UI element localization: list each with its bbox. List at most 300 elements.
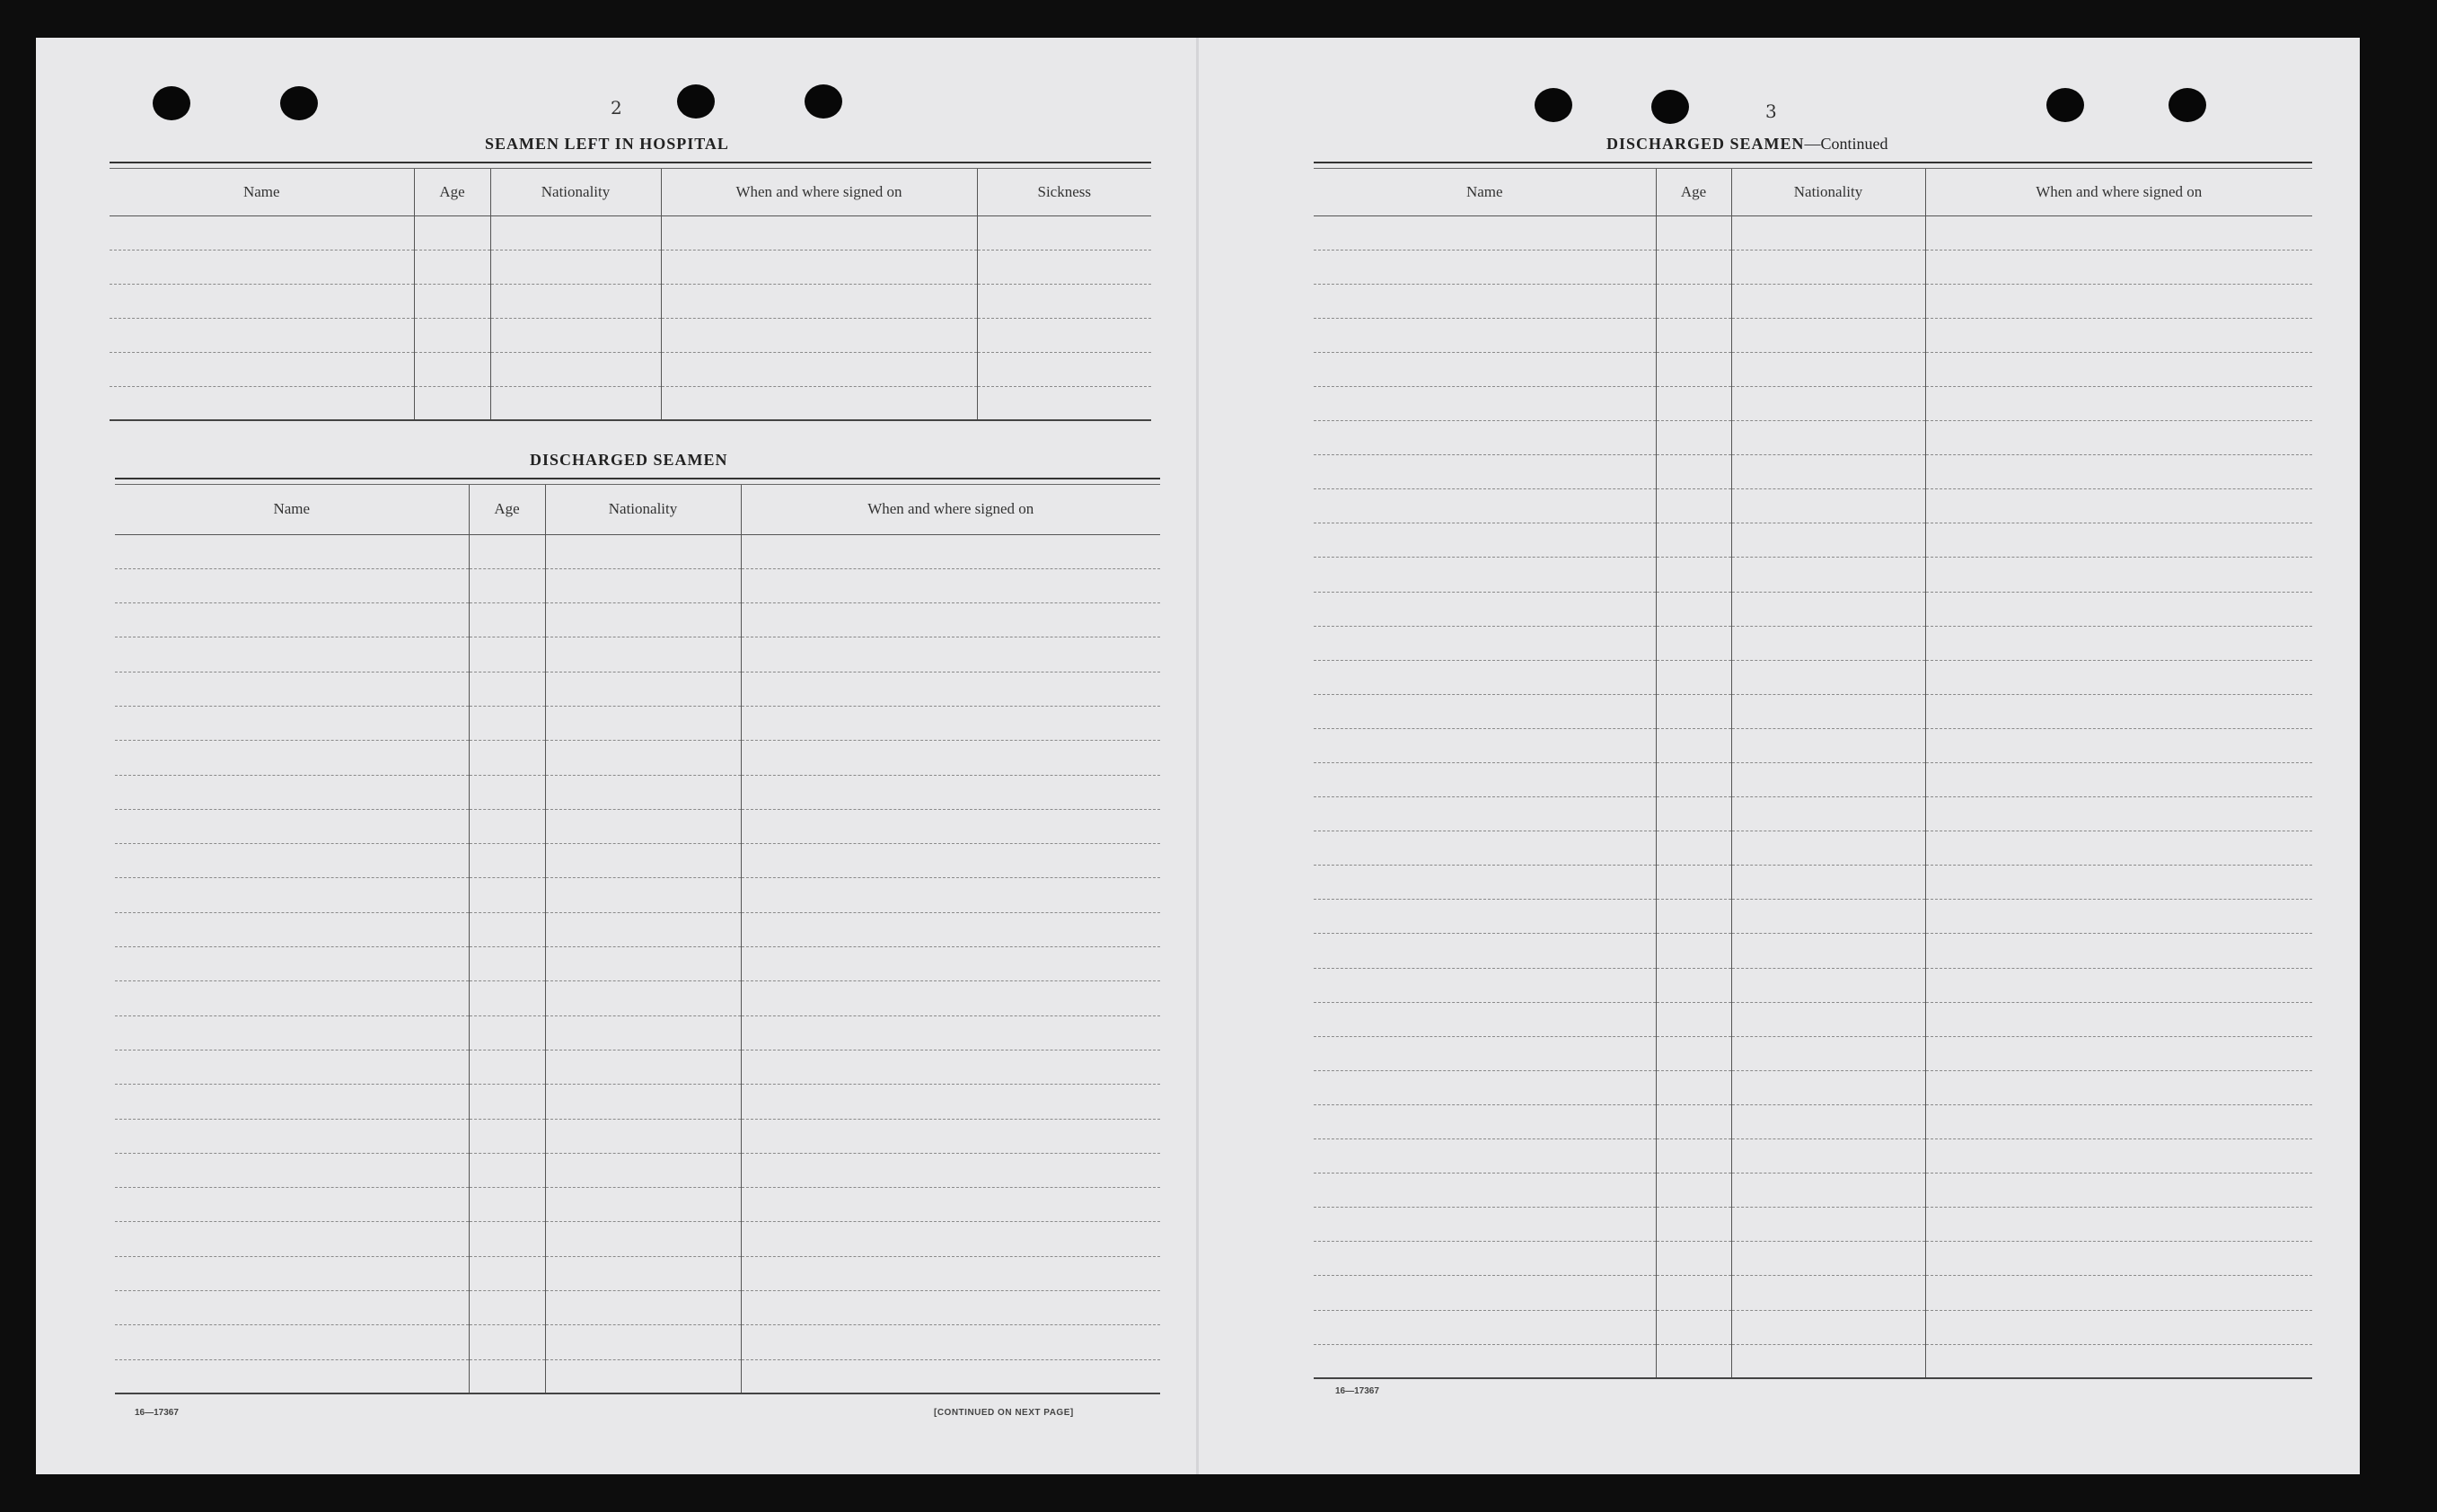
blank-cell [1731, 1070, 1925, 1104]
blank-cell [661, 215, 977, 250]
table-row [1314, 797, 2312, 831]
blank-cell [414, 250, 490, 284]
table-row [1314, 386, 2312, 420]
table-row [1314, 763, 2312, 797]
blank-cell [1731, 763, 1925, 797]
blank-cell [1925, 626, 2312, 660]
table-row [115, 1325, 1160, 1359]
blank-cell [977, 215, 1151, 250]
blank-cell [1314, 352, 1656, 386]
blank-cell [661, 352, 977, 386]
blank-cell [545, 1119, 741, 1153]
blank-cell [741, 1119, 1160, 1153]
blank-cell [741, 1085, 1160, 1119]
table-row [115, 637, 1160, 672]
blank-cell [1731, 215, 1925, 250]
blank-cell [1656, 523, 1731, 558]
blank-cell [545, 1325, 741, 1359]
blank-cell [545, 775, 741, 809]
blank-cell [661, 386, 977, 420]
table-row [1314, 1104, 2312, 1138]
blank-cell [1925, 592, 2312, 626]
blank-cell [1314, 1242, 1656, 1276]
blank-cell [115, 1325, 469, 1359]
blank-cell [115, 1188, 469, 1222]
blank-cell [1656, 660, 1731, 694]
blank-cell [469, 775, 545, 809]
blank-cell [1731, 250, 1925, 284]
blank-cell [1731, 1174, 1925, 1208]
table-row [115, 741, 1160, 775]
blank-cell [1656, 250, 1731, 284]
table-row [1314, 1174, 2312, 1208]
table-row [1314, 1070, 2312, 1104]
blank-cell [1925, 523, 2312, 558]
blank-cell [1314, 968, 1656, 1002]
blank-cell [1925, 386, 2312, 420]
blank-cell [1925, 352, 2312, 386]
title-rule [1314, 162, 2312, 169]
blank-cell [741, 912, 1160, 946]
blank-cell [469, 844, 545, 878]
blank-cell [1314, 626, 1656, 660]
table-row [1314, 1310, 2312, 1344]
blank-cell [414, 284, 490, 318]
blank-cell [115, 1050, 469, 1084]
table-row [115, 1015, 1160, 1050]
blank-cell [469, 1359, 545, 1393]
blank-cell [1731, 318, 1925, 352]
table-row [1314, 1002, 2312, 1036]
punch-hole [2046, 88, 2084, 122]
blank-cell [490, 250, 661, 284]
table-row [115, 775, 1160, 809]
table-row [115, 1359, 1160, 1393]
blank-cell [741, 844, 1160, 878]
blank-cell [490, 284, 661, 318]
blank-cell [1731, 352, 1925, 386]
title-rule [110, 162, 1151, 169]
table-row [1314, 968, 2312, 1002]
blank-cell [1731, 489, 1925, 523]
column-header-name: Name [115, 485, 469, 534]
punch-hole [805, 84, 842, 119]
blank-cell [1314, 523, 1656, 558]
table-row [1314, 900, 2312, 934]
table-row [115, 981, 1160, 1015]
blank-cell [1656, 1242, 1731, 1276]
table-row [1314, 934, 2312, 968]
blank-cell [545, 637, 741, 672]
table-row [1314, 284, 2312, 318]
blank-cell [1656, 900, 1731, 934]
blank-cell [1656, 1036, 1731, 1070]
blank-cell [1925, 455, 2312, 489]
blank-cell [1314, 386, 1656, 420]
blank-cell [1925, 1174, 2312, 1208]
table-row [1314, 421, 2312, 455]
blank-cell [1656, 1310, 1731, 1344]
blank-cell [1925, 831, 2312, 866]
blank-cell [545, 1222, 741, 1256]
blank-cell [469, 1015, 545, 1050]
blank-cell [1925, 1070, 2312, 1104]
blank-cell [1314, 284, 1656, 318]
blank-cell [741, 534, 1160, 568]
blank-cell [1925, 728, 2312, 762]
blank-cell [490, 386, 661, 420]
hospital-table [110, 169, 1151, 421]
blank-cell [1656, 694, 1731, 728]
blank-cell [545, 672, 741, 706]
blank-cell [1314, 1208, 1656, 1242]
blank-cell [1314, 728, 1656, 762]
blank-cell [1731, 558, 1925, 592]
table-row [115, 1256, 1160, 1290]
blank-cell [115, 568, 469, 602]
blank-cell [1656, 626, 1731, 660]
blank-cell [115, 603, 469, 637]
blank-cell [741, 672, 1160, 706]
blank-cell [1314, 421, 1656, 455]
blank-cell [545, 878, 741, 912]
blank-cell [741, 1256, 1160, 1290]
blank-cell [414, 215, 490, 250]
blank-cell [1314, 934, 1656, 968]
blank-cell [977, 284, 1151, 318]
blank-cell [115, 809, 469, 843]
table-row [115, 1291, 1160, 1325]
table-row [1314, 1344, 2312, 1378]
table-row [1314, 250, 2312, 284]
blank-cell [1656, 1070, 1731, 1104]
blank-cell [115, 637, 469, 672]
column-header-signed-on: When and where signed on [661, 169, 977, 215]
table-row [1314, 455, 2312, 489]
column-header-signed-on: When and where signed on [741, 485, 1160, 534]
blank-cell [469, 1085, 545, 1119]
table-row [1314, 352, 2312, 386]
blank-cell [1731, 1344, 1925, 1378]
blank-cell [741, 1222, 1160, 1256]
blank-cell [661, 284, 977, 318]
blank-cell [1925, 968, 2312, 1002]
blank-cell [414, 318, 490, 352]
blank-cell [741, 603, 1160, 637]
blank-cell [469, 878, 545, 912]
blank-cell [1656, 421, 1731, 455]
discharged-continued-table [1314, 169, 2312, 1379]
blank-cell [1314, 1104, 1656, 1138]
page-number: 3 [1765, 101, 1777, 122]
blank-cell [1656, 831, 1731, 866]
blank-cell [115, 1256, 469, 1290]
blank-cell [1925, 558, 2312, 592]
blank-cell [1656, 1002, 1731, 1036]
blank-cell [115, 1119, 469, 1153]
blank-cell [469, 637, 545, 672]
blank-cell [545, 1188, 741, 1222]
blank-cell [741, 878, 1160, 912]
table-row [115, 672, 1160, 706]
blank-cell [545, 1050, 741, 1084]
table-row [110, 284, 1151, 318]
blank-cell [661, 318, 977, 352]
column-header-name: Name [1314, 169, 1656, 215]
page-number: 2 [611, 97, 622, 119]
blank-cell [469, 568, 545, 602]
blank-cell [1925, 763, 2312, 797]
blank-cell [741, 775, 1160, 809]
blank-cell [115, 1222, 469, 1256]
blank-cell [1314, 1310, 1656, 1344]
blank-cell [115, 947, 469, 981]
blank-cell [469, 1119, 545, 1153]
blank-cell [1731, 1208, 1925, 1242]
table-row [1314, 1036, 2312, 1070]
table-row [1314, 660, 2312, 694]
table-row [1314, 1208, 2312, 1242]
table-row [115, 947, 1160, 981]
blank-cell [469, 981, 545, 1015]
blank-cell [545, 809, 741, 843]
blank-cell [1656, 215, 1731, 250]
blank-cell [1925, 1036, 2312, 1070]
blank-cell [490, 215, 661, 250]
blank-cell [1731, 421, 1925, 455]
table-row [115, 912, 1160, 946]
blank-cell [1656, 1104, 1731, 1138]
blank-cell [110, 284, 414, 318]
blank-cell [469, 534, 545, 568]
blank-cell [1925, 1208, 2312, 1242]
table-row [110, 318, 1151, 352]
blank-cell [1314, 1344, 1656, 1378]
table-row [1314, 728, 2312, 762]
blank-cell [1656, 728, 1731, 762]
blank-cell [469, 706, 545, 740]
blank-cell [1731, 866, 1925, 900]
blank-cell [1314, 250, 1656, 284]
blank-cell [115, 1291, 469, 1325]
blank-cell [977, 386, 1151, 420]
blank-cell [741, 741, 1160, 775]
discharged-section-title: DISCHARGED SEAMEN—Continued [1606, 135, 1888, 153]
continued-note: [CONTINUED ON NEXT PAGE] [934, 1408, 1074, 1418]
blank-cell [1925, 1344, 2312, 1378]
blank-cell [545, 603, 741, 637]
blank-cell [469, 1325, 545, 1359]
blank-cell [1731, 1002, 1925, 1036]
blank-cell [741, 809, 1160, 843]
blank-cell [469, 947, 545, 981]
blank-cell [1314, 866, 1656, 900]
blank-cell [469, 1188, 545, 1222]
blank-cell [1656, 318, 1731, 352]
blank-cell [1925, 250, 2312, 284]
blank-cell [1656, 558, 1731, 592]
blank-cell [110, 250, 414, 284]
punch-hole [1651, 90, 1689, 124]
blank-cell [1925, 1104, 2312, 1138]
blank-cell [1925, 489, 2312, 523]
blank-cell [1656, 968, 1731, 1002]
table-row [115, 706, 1160, 740]
blank-cell [545, 912, 741, 946]
blank-cell [1656, 489, 1731, 523]
table-row [110, 250, 1151, 284]
blank-cell [1656, 763, 1731, 797]
blank-cell [469, 1222, 545, 1256]
title-rule [115, 478, 1160, 485]
table-row [1314, 215, 2312, 250]
table-row [110, 386, 1151, 420]
blank-cell [1925, 660, 2312, 694]
blank-cell [469, 603, 545, 637]
blank-cell [1731, 455, 1925, 489]
blank-cell [1314, 694, 1656, 728]
table-row [115, 1050, 1160, 1084]
blank-cell [1731, 831, 1925, 866]
blank-cell [1731, 1310, 1925, 1344]
table-row [1314, 318, 2312, 352]
blank-cell [1314, 592, 1656, 626]
blank-cell [1656, 284, 1731, 318]
blank-cell [414, 386, 490, 420]
column-header-sickness: Sickness [977, 169, 1151, 215]
blank-cell [977, 250, 1151, 284]
blank-cell [1925, 934, 2312, 968]
blank-cell [1314, 1174, 1656, 1208]
blank-cell [469, 1291, 545, 1325]
table-row [115, 1153, 1160, 1187]
blank-cell [1731, 934, 1925, 968]
blank-cell [1656, 797, 1731, 831]
blank-cell [1925, 1276, 2312, 1310]
table-row [115, 809, 1160, 843]
table-row [1314, 592, 2312, 626]
blank-cell [1925, 1242, 2312, 1276]
blank-cell [741, 1153, 1160, 1187]
blank-cell [1656, 1139, 1731, 1174]
punch-hole [677, 84, 715, 119]
blank-cell [1925, 318, 2312, 352]
blank-cell [1731, 694, 1925, 728]
blank-cell [545, 1291, 741, 1325]
blank-cell [1925, 1310, 2312, 1344]
blank-cell [469, 1050, 545, 1084]
blank-cell [741, 1188, 1160, 1222]
blank-cell [977, 318, 1151, 352]
discharged-section-title: DISCHARGED SEAMEN [530, 451, 728, 469]
column-header-signed-on: When and where signed on [1925, 169, 2312, 215]
table-row [1314, 1139, 2312, 1174]
column-header-nationality: Nationality [490, 169, 661, 215]
blank-cell [545, 844, 741, 878]
blank-cell [115, 706, 469, 740]
blank-cell [1656, 455, 1731, 489]
blank-cell [545, 706, 741, 740]
table-row [115, 878, 1160, 912]
blank-cell [741, 1359, 1160, 1393]
blank-cell [115, 1153, 469, 1187]
column-header-nationality: Nationality [545, 485, 741, 534]
continued-label: —Continued [1804, 135, 1888, 153]
blank-cell [115, 878, 469, 912]
table-row [110, 215, 1151, 250]
blank-cell [1314, 900, 1656, 934]
blank-cell [115, 1359, 469, 1393]
blank-cell [1314, 215, 1656, 250]
table-row [115, 534, 1160, 568]
blank-cell [1925, 1139, 2312, 1174]
blank-cell [1731, 900, 1925, 934]
form-sheet [36, 38, 2360, 1474]
table-row [110, 352, 1151, 386]
blank-cell [1731, 968, 1925, 1002]
form-code: 16—17367 [135, 1408, 179, 1418]
blank-cell [469, 912, 545, 946]
blank-cell [1314, 1139, 1656, 1174]
blank-cell [1314, 1276, 1656, 1310]
punch-hole [2169, 88, 2206, 122]
blank-cell [414, 352, 490, 386]
blank-cell [469, 672, 545, 706]
table-row [1314, 831, 2312, 866]
blank-cell [1925, 866, 2312, 900]
blank-cell [1656, 352, 1731, 386]
blank-cell [741, 1015, 1160, 1050]
blank-cell [741, 568, 1160, 602]
blank-cell [1314, 489, 1656, 523]
blank-cell [1656, 866, 1731, 900]
blank-cell [1731, 523, 1925, 558]
blank-cell [661, 250, 977, 284]
blank-cell [1731, 1036, 1925, 1070]
blank-cell [1731, 386, 1925, 420]
blank-cell [741, 637, 1160, 672]
blank-cell [1925, 797, 2312, 831]
blank-cell [490, 352, 661, 386]
blank-cell [1314, 318, 1656, 352]
blank-cell [1314, 660, 1656, 694]
blank-cell [1656, 1276, 1731, 1310]
blank-cell [545, 981, 741, 1015]
form-code: 16—17367 [1335, 1386, 1379, 1396]
blank-cell [741, 1050, 1160, 1084]
blank-cell [115, 844, 469, 878]
table-row [115, 1222, 1160, 1256]
blank-cell [115, 672, 469, 706]
hospital-section-title: SEAMEN LEFT IN HOSPITAL [485, 135, 729, 153]
blank-cell [545, 1153, 741, 1187]
blank-cell [1656, 386, 1731, 420]
punch-hole [280, 86, 318, 120]
blank-cell [1314, 1036, 1656, 1070]
blank-cell [115, 1015, 469, 1050]
blank-cell [115, 775, 469, 809]
blank-cell [110, 215, 414, 250]
table-row [1314, 523, 2312, 558]
table-row [115, 1119, 1160, 1153]
blank-cell [1314, 1070, 1656, 1104]
table-row [115, 568, 1160, 602]
column-header-name: Name [110, 169, 414, 215]
blank-cell [545, 947, 741, 981]
blank-cell [1731, 1276, 1925, 1310]
blank-cell [741, 981, 1160, 1015]
blank-cell [1925, 694, 2312, 728]
